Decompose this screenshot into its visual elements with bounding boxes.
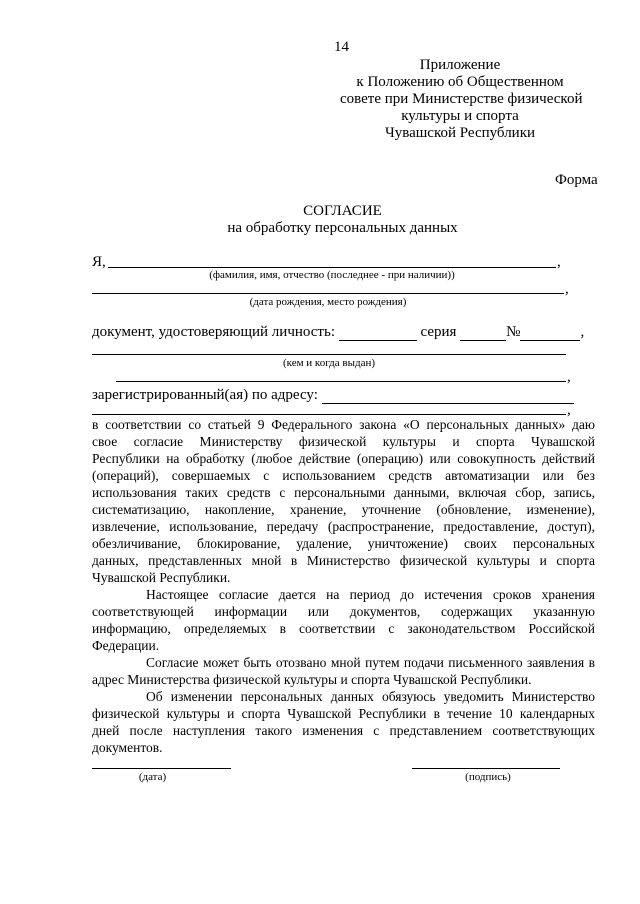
series-field[interactable]	[460, 326, 506, 341]
document-label: документ, удостоверяющий личность:	[92, 324, 335, 340]
text-line: систематизацию, накопление, хранение, уточнение (обновление, изменение),	[92, 502, 595, 517]
text-line: извлечение, использование, передачу (распространение, предоставление, доступ),	[92, 519, 595, 534]
i-prefix: Я,	[92, 254, 106, 270]
text-line: информацию, определяемых в соответствии с законодательством Российской	[92, 621, 595, 636]
text-line: Согласие может быть отозвано мной путем подачи письменного заявления в	[146, 655, 595, 670]
paragraph-4	[92, 688, 595, 756]
birth-comma: ,	[565, 281, 569, 297]
text-line: обезличивание, блокирование, удаление, уничтожение) своих персональных	[92, 536, 595, 551]
name-caption: (фамилия, имя, отчество (последнее - при наличии))	[209, 269, 455, 281]
issued-field[interactable]	[92, 354, 566, 355]
address-field[interactable]	[322, 389, 574, 404]
address-label: зарегистрированный(ая) по адресу:	[92, 387, 318, 403]
birth-caption: (дата рождения, место рождения)	[249, 296, 407, 308]
appendix-line-4: культуры и спорта	[401, 108, 519, 124]
text-line: Чувашской Республики.	[92, 570, 231, 585]
address-row	[92, 387, 574, 404]
text-line: Об изменении персональных данных обязуюсь уведомить Министерство	[146, 689, 595, 704]
text-line: Республики на обработку (любое действие (операцию) или совокупность действий	[92, 451, 595, 466]
consent-body	[92, 416, 595, 756]
text-line: данных, представленных мной в Министерство физической культуры и спорта	[92, 553, 595, 568]
document-title: СОГЛАСИЕ	[303, 203, 382, 219]
name-field[interactable]	[108, 267, 556, 268]
appendix-line-5: Чувашской Республики	[384, 125, 536, 141]
issued-field-continued[interactable]	[116, 381, 566, 382]
issued-caption: (кем и когда выдан)	[282, 357, 376, 369]
text-line: соответствующей информации или документов, содержащих указанную	[92, 604, 595, 619]
page-number: 14	[334, 39, 349, 55]
document-row	[92, 324, 584, 341]
address-comma: ,	[567, 402, 571, 418]
series-label: серия	[420, 324, 457, 340]
appendix-block	[340, 57, 583, 142]
number-label: №	[506, 324, 521, 340]
text-line: Настоящее согласие дается на период до истечения сроков хранения	[146, 587, 595, 602]
signature-caption: (подпись)	[465, 771, 511, 783]
paragraph-3	[92, 654, 595, 688]
appendix-line-1: Приложение	[419, 57, 501, 73]
date-field[interactable]	[92, 768, 231, 769]
date-caption: (дата)	[138, 771, 167, 783]
issued-comma: ,	[567, 369, 571, 385]
appendix-line-2: к Положению об Общественном	[356, 74, 564, 90]
text-line: документов.	[92, 740, 163, 755]
signature-field[interactable]	[412, 768, 560, 769]
text-line: свое согласие Министерству физической культуры и спорта Чувашской	[92, 434, 595, 449]
text-line: дней после наступления такого изменения с представлением соответствующих	[92, 723, 595, 738]
text-line: Федерации.	[92, 638, 160, 653]
paragraph-2	[92, 586, 595, 654]
document-comma: ,	[580, 324, 585, 340]
text-line: адрес Министерства физической культуры и спорта Чувашской Республики.	[92, 672, 532, 687]
document-subtitle: на обработку персональных данных	[227, 220, 458, 236]
number-field[interactable]	[520, 326, 580, 341]
paragraph-1	[92, 416, 595, 586]
birth-field[interactable]	[92, 293, 564, 294]
text-line: в соответствии со статьей 9 Федерального закона «О персональных данных» даю	[92, 417, 595, 432]
address-field-continued[interactable]	[92, 414, 566, 415]
text-line: (операций), совершаемых с использованием средств автоматизации или без	[92, 468, 595, 483]
appendix-line-3: совете при Министерстве физической	[340, 91, 583, 107]
text-line: использования таких средств с персональными данными, включая сбор, запись,	[92, 485, 595, 500]
name-comma: ,	[557, 254, 561, 270]
form-label: Форма	[555, 172, 598, 188]
text-line: физической культуры и спорта Чувашской Республики в течение 10 календарных	[92, 706, 595, 721]
document-type-field[interactable]	[339, 326, 417, 341]
